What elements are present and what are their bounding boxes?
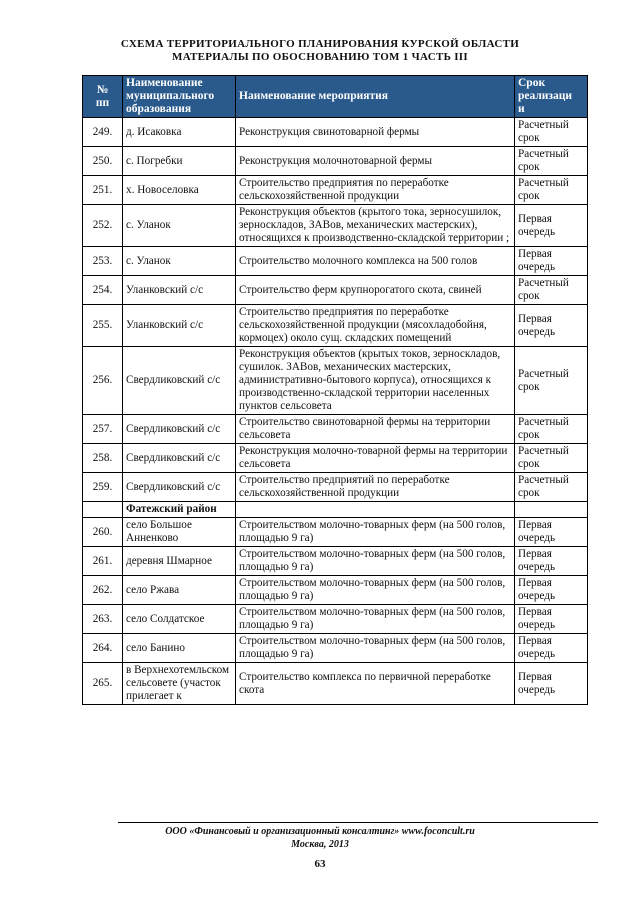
term-cell: Первая очередь xyxy=(515,605,588,634)
row-number: 257. xyxy=(83,415,123,444)
municipality-cell: село Солдатское xyxy=(123,605,236,634)
row-number: 253. xyxy=(83,247,123,276)
term-cell: Расчетный срок xyxy=(515,276,588,305)
measure-cell: Строительство свинотоварной фермы на территории сельсовета xyxy=(236,415,515,444)
measure-cell: Строительство молочного комплекса на 500 голов xyxy=(236,247,515,276)
row-number: 265. xyxy=(83,663,123,705)
measure-cell: Строительство предприятий по переработке сельскохозяйственной продукции xyxy=(236,473,515,502)
measure-cell: Строительство предприятия по переработке сельскохозяйственной продукции xyxy=(236,176,515,205)
municipality-cell: д. Исаковка xyxy=(123,118,236,147)
term-cell: Первая очередь xyxy=(515,247,588,276)
term-cell: Расчетный срок xyxy=(515,444,588,473)
row-number: 258. xyxy=(83,444,123,473)
table-row xyxy=(83,415,588,444)
term-cell: Расчетный срок xyxy=(515,118,588,147)
municipality-cell: деревня Шмарное xyxy=(123,547,236,576)
term-cell: Расчетный срок xyxy=(515,347,588,415)
table-row xyxy=(83,444,588,473)
row-number: 254. xyxy=(83,276,123,305)
row-number: 262. xyxy=(83,576,123,605)
term-cell: Расчетный срок xyxy=(515,147,588,176)
table-row xyxy=(83,305,588,347)
measure-cell: Реконструкция молочнотоварной фермы xyxy=(236,147,515,176)
municipality-cell: Свердликовский с/с xyxy=(123,415,236,444)
row-number: 255. xyxy=(83,305,123,347)
table-row xyxy=(83,118,588,147)
measure-cell: Строительство ферм крупнорогатого скота, свиней xyxy=(236,276,515,305)
municipality-cell: в Верхнехотемльском сельсовете (участок прилегает к xyxy=(123,663,236,705)
measure-cell: Строительством молочно-товарных ферм (на 500 голов, площадью 9 га) xyxy=(236,605,515,634)
row-number: 263. xyxy=(83,605,123,634)
footer-company: ООО «Финансовый и организационный консалтинг» www.foconcult.ru xyxy=(165,826,475,837)
term-cell: Первая очередь xyxy=(515,547,588,576)
row-number: 264. xyxy=(83,634,123,663)
municipality-cell: Уланковский с/с xyxy=(123,305,236,347)
measure-cell: Реконструкция объектов (крытого тока, зерносушилок, зерноскладов, ЗАВов, механических мастерских), относящихся к производственно-складской территории ; xyxy=(236,205,515,247)
measure-cell: Строительством молочно-товарных ферм (на 500 голов, площадью 9 га) xyxy=(236,547,515,576)
table-row xyxy=(83,518,588,547)
term-cell xyxy=(515,502,588,518)
measure-cell xyxy=(236,502,515,518)
table-row xyxy=(83,663,588,705)
table-row xyxy=(83,347,588,415)
municipality-cell: Свердликовский с/с xyxy=(123,347,236,415)
measure-cell: Реконструкция молочно-товарной фермы на территории сельсовета xyxy=(236,444,515,473)
row-number: 249. xyxy=(83,118,123,147)
row-number: 251. xyxy=(83,176,123,205)
row-number: 260. xyxy=(83,518,123,547)
term-cell: Расчетный срок xyxy=(515,415,588,444)
municipality-cell: Свердликовский с/с xyxy=(123,444,236,473)
table-row xyxy=(83,205,588,247)
municipality-cell: с. Уланок xyxy=(123,205,236,247)
term-cell: Расчетный срок xyxy=(515,473,588,502)
document-title: СХЕМА ТЕРРИТОРИАЛЬНОГО ПЛАНИРОВАНИЯ КУРСКОЙ ОБЛАСТИ xyxy=(120,38,520,50)
measure-cell: Строительство предприятия по переработке сельскохозяйственной продукции (мясохладобойня, кормоцех) около сущ. складских помещений xyxy=(236,305,515,347)
col-header-measure: Наименование мероприятия xyxy=(236,76,515,118)
measure-cell: Строительство комплекса по первичной переработке скота xyxy=(236,663,515,705)
municipality-cell: х. Новоселовка xyxy=(123,176,236,205)
term-cell: Первая очередь xyxy=(515,634,588,663)
term-cell: Первая очередь xyxy=(515,663,588,705)
table-row xyxy=(83,276,588,305)
footer-divider xyxy=(118,822,598,823)
table-row xyxy=(83,247,588,276)
document-subtitle: МАТЕРИАЛЫ ПО ОБОСНОВАНИЮ ТОМ 1 ЧАСТЬ III xyxy=(172,51,468,63)
row-number: 252. xyxy=(83,205,123,247)
municipality-cell: село Большое Анненково xyxy=(123,518,236,547)
row-number: 256. xyxy=(83,347,123,415)
term-cell: Расчетный срок xyxy=(515,176,588,205)
municipality-cell: село Ржава xyxy=(123,576,236,605)
term-cell: Первая очередь xyxy=(515,305,588,347)
measure-cell: Строительством молочно-товарных ферм (на 500 голов, площадью 9 га) xyxy=(236,576,515,605)
municipality-cell: Свердликовский с/с xyxy=(123,473,236,502)
table-row xyxy=(83,634,588,663)
term-cell: Первая очередь xyxy=(515,205,588,247)
measures-table xyxy=(82,75,588,705)
row-number: 259. xyxy=(83,473,123,502)
table-header-row xyxy=(83,76,588,118)
row-number: 250. xyxy=(83,147,123,176)
page-number: 63 xyxy=(314,858,326,870)
table-row xyxy=(83,576,588,605)
col-header-term: Срок реализаци и xyxy=(515,76,588,118)
term-cell: Первая очередь xyxy=(515,576,588,605)
municipality-cell: с. Уланок xyxy=(123,247,236,276)
table-row xyxy=(83,176,588,205)
table-row xyxy=(83,473,588,502)
table-row xyxy=(83,605,588,634)
municipality-cell: село Банино xyxy=(123,634,236,663)
municipality-cell: Фатежский район xyxy=(123,502,236,518)
district-row xyxy=(83,502,588,518)
table-row xyxy=(83,147,588,176)
measure-cell: Строительством молочно-товарных ферм (на 500 голов, площадью 9 га) xyxy=(236,634,515,663)
measure-cell: Реконструкция свинотоварной фермы xyxy=(236,118,515,147)
municipality-cell: Уланковский с/с xyxy=(123,276,236,305)
municipality-cell: с. Погребки xyxy=(123,147,236,176)
term-cell: Первая очередь xyxy=(515,518,588,547)
col-header-number: № пп xyxy=(83,76,123,118)
row-number: 261. xyxy=(83,547,123,576)
table-row xyxy=(83,547,588,576)
measure-cell: Реконструкция объектов (крытых токов, зерноскладов, сушилок. ЗАВов, механических мастерских, административно-бытового корпуса), относящихся к производственно-складской территории населенных пунктов сельсовета xyxy=(236,347,515,415)
col-header-municipality: Наименование муниципального образования xyxy=(123,76,236,118)
footer-city-year: Москва, 2013 xyxy=(291,839,349,850)
row-number xyxy=(83,502,123,518)
measure-cell: Строительством молочно-товарных ферм (на 500 голов, площадью 9 га) xyxy=(236,518,515,547)
